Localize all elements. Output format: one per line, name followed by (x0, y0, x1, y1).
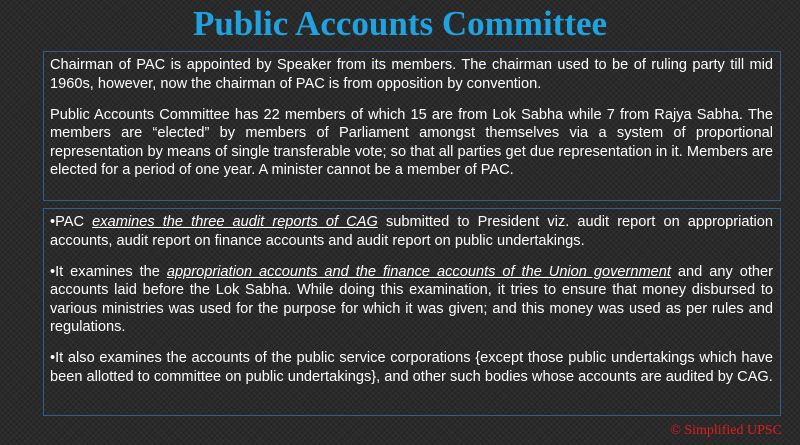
info-box-chairman-membership (43, 51, 781, 201)
bullet-appropriation-suffix: and any other accounts laid before the Lok Sabha. While doing this examination, it tries to ensure that money disbursed to various ministries was used for the purpose for which it was given; and this money was used as per rules and regulations. (50, 263, 773, 335)
bullet-audit-reports (50, 213, 773, 250)
membership-paragraph: Public Accounts Committee has 22 members of which 15 are from Lok Sabha while 7 from Rajya Sabha. The members are “elected” by members of Parliament amongst themselves via a system of proportional representation by means of single transferable vote; so that all parties get due representation in it. Members are elected for a period of one year. A minister cannot be a member of PAC. (50, 106, 773, 178)
copyright-watermark: © Simplified UPSC (670, 423, 782, 438)
page-title: Public Accounts Committee (192, 4, 608, 43)
bullet-audit-reports-emphasis: examines the three audit reports of CAG (92, 214, 378, 230)
bullet-appropriation-accounts (50, 263, 773, 337)
bullet-appropriation-emphasis: appropriation accounts and the finance accounts of the Union government (166, 263, 671, 280)
bullet-public-corporations: •It also examines the accounts of the public service corporations {except those public undertakings which have been allotted to committee on public undertakings}, and other such bodies whose accounts are audited by CAG. (50, 350, 773, 385)
bullet-audit-reports-suffix: submitted to President viz. audit report on appropriation accounts, audit report on finance accounts and audit report on public undertakings. (50, 214, 774, 249)
bullet-audit-reports-prefix: •PAC (50, 214, 93, 230)
chairman-paragraph: Chairman of PAC is appointed by Speaker from its members. The chairman used to be of ruling party till mid 1960s, however, now the chairman of PAC is from opposition by convention. (50, 57, 773, 92)
bullet-appropriation-prefix: •It examines the (50, 263, 167, 280)
info-box-functions (43, 208, 781, 416)
